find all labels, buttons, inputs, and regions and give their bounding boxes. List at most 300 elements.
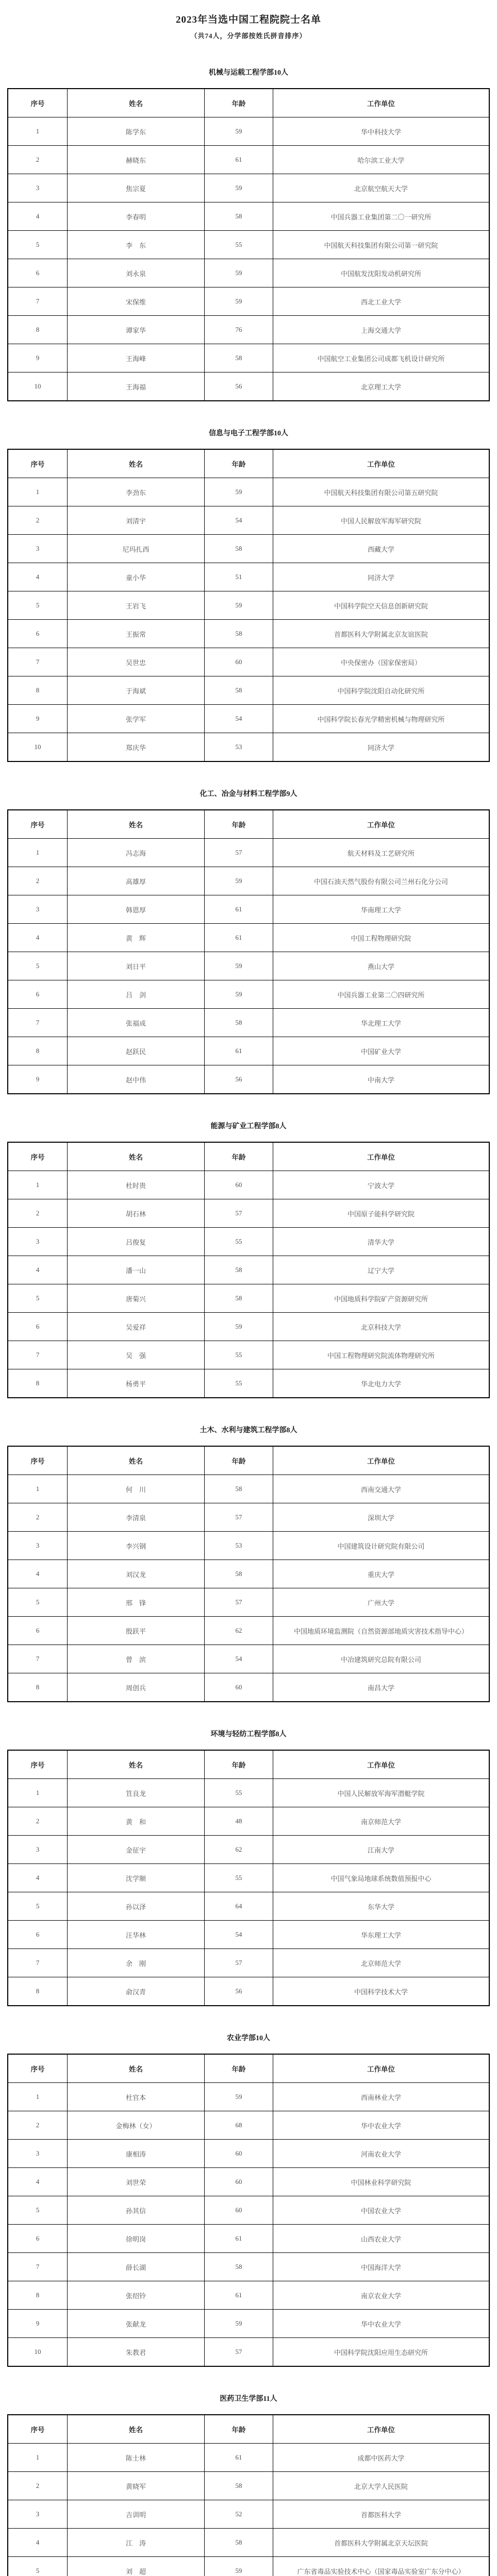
- table-row: [8, 1864, 489, 1892]
- table-row: [8, 1532, 489, 1560]
- cell-name: 杜官本: [68, 2083, 205, 2111]
- cell-unit: 南京农业大学: [273, 2281, 490, 2310]
- cell-name: 吕 剑: [68, 980, 205, 1009]
- cell-index: 1: [8, 2083, 68, 2111]
- cell-age: 64: [205, 1892, 273, 1921]
- table-row: [8, 2140, 489, 2168]
- cell-index: 8: [8, 1977, 68, 2006]
- cell-age: 59: [205, 867, 273, 895]
- table-row: [8, 1807, 489, 1836]
- cell-unit: 北京大学人民医院: [273, 2472, 490, 2500]
- cell-age: 59: [205, 174, 273, 202]
- roster-table-head: [8, 1750, 489, 1779]
- table-row: [8, 1228, 489, 1256]
- cell-unit: 成都中医药大学: [273, 2444, 490, 2472]
- cell-age: 62: [205, 1836, 273, 1864]
- cell-name: 黄 和: [68, 1807, 205, 1836]
- cell-name: 沈学顺: [68, 1864, 205, 1892]
- table-row: [8, 174, 489, 202]
- cell-name: 赵中伟: [68, 1065, 205, 1094]
- cell-unit: 中国工程物理研究院: [273, 924, 490, 952]
- roster-table-head: [8, 2415, 489, 2444]
- cell-index: 3: [8, 1532, 68, 1560]
- cell-unit: 首都医科大学附属北京友谊医院: [273, 620, 490, 648]
- table-row: [8, 2472, 489, 2500]
- table-row: [8, 1369, 489, 1398]
- cell-age: 53: [205, 733, 273, 762]
- table-row: [8, 1560, 489, 1588]
- cell-age: 54: [205, 705, 273, 733]
- cell-age: 54: [205, 506, 273, 535]
- cell-index: 6: [8, 980, 68, 1009]
- cell-name: 刘世荣: [68, 2168, 205, 2196]
- cell-unit: 江南大学: [273, 1836, 490, 1864]
- table-row: [8, 1673, 489, 1702]
- table-row: [8, 952, 489, 980]
- cell-age: 52: [205, 2500, 273, 2529]
- department-section: [0, 429, 497, 762]
- column-header-age: 年龄: [205, 1142, 273, 1171]
- cell-age: 58: [205, 620, 273, 648]
- table-row: [8, 117, 489, 146]
- page-title: 2023年当选中国工程院院士名单: [0, 13, 497, 27]
- table-row: [8, 1836, 489, 1864]
- cell-age: 68: [205, 2111, 273, 2140]
- cell-index: 2: [8, 867, 68, 895]
- cell-name: 徐明岗: [68, 2225, 205, 2253]
- cell-unit: 中国人民解放军海军研究院: [273, 506, 490, 535]
- cell-index: 5: [8, 1284, 68, 1313]
- cell-name: 刘汉龙: [68, 1560, 205, 1588]
- table-row: [8, 1171, 489, 1199]
- cell-age: 60: [205, 1171, 273, 1199]
- cell-age: 57: [205, 1949, 273, 1977]
- cell-age: 55: [205, 1779, 273, 1807]
- cell-name: 韩恩厚: [68, 895, 205, 924]
- table-row: [8, 1617, 489, 1645]
- cell-unit: 中国人民解放军海军潜艇学院: [273, 1779, 490, 1807]
- cell-age: 58: [205, 2529, 273, 2557]
- cell-age: 56: [205, 372, 273, 401]
- cell-index: 1: [8, 1475, 68, 1503]
- table-row: [8, 344, 489, 372]
- cell-unit: 深圳大学: [273, 1503, 490, 1532]
- column-header-age: 年龄: [205, 1446, 273, 1475]
- cell-index: 10: [8, 2338, 68, 2367]
- cell-index: 5: [8, 231, 68, 259]
- cell-index: 3: [8, 535, 68, 563]
- cell-name: 胡石林: [68, 1199, 205, 1228]
- cell-unit: 哈尔滨工业大学: [273, 146, 490, 174]
- department-section: [0, 1730, 497, 2006]
- cell-name: 赵跃民: [68, 1037, 205, 1065]
- column-header-unit: 工作单位: [273, 2054, 490, 2083]
- cell-index: 9: [8, 1065, 68, 1094]
- cell-name: 黄 辉: [68, 924, 205, 952]
- table-row: [8, 648, 489, 676]
- department-section: [0, 2034, 497, 2367]
- cell-name: 刘清宇: [68, 506, 205, 535]
- header-row: [8, 2415, 489, 2444]
- cell-age: 58: [205, 1560, 273, 1588]
- column-header-age: 年龄: [205, 810, 273, 839]
- roster-table-body: [8, 1171, 489, 1398]
- cell-unit: 华中农业大学: [273, 2310, 490, 2338]
- column-header-index: 序号: [8, 1142, 68, 1171]
- table-row: [8, 2225, 489, 2253]
- cell-age: 59: [205, 2310, 273, 2338]
- cell-index: 7: [8, 2253, 68, 2281]
- cell-unit: 西藏大学: [273, 535, 490, 563]
- cell-index: 6: [8, 1617, 68, 1645]
- cell-index: 9: [8, 344, 68, 372]
- table-row: [8, 1645, 489, 1673]
- cell-age: 57: [205, 2338, 273, 2367]
- cell-age: 59: [205, 980, 273, 1009]
- header-row: [8, 2054, 489, 2083]
- cell-name: 金梅林（女）: [68, 2111, 205, 2140]
- table-row: [8, 733, 489, 762]
- cell-name: 吕俊复: [68, 1228, 205, 1256]
- column-header-unit: 工作单位: [273, 810, 490, 839]
- cell-unit: 中国矿业大学: [273, 1037, 490, 1065]
- cell-name: 邢 锋: [68, 1588, 205, 1617]
- table-row: [8, 563, 489, 591]
- cell-name: 薛长湖: [68, 2253, 205, 2281]
- cell-index: 2: [8, 1503, 68, 1532]
- cell-index: 5: [8, 2196, 68, 2225]
- cell-unit: 上海交通大学: [273, 316, 490, 344]
- roster-table-head: [8, 89, 489, 117]
- cell-index: 4: [8, 1864, 68, 1892]
- column-header-name: 姓名: [68, 2415, 205, 2444]
- table-row: [8, 1588, 489, 1617]
- cell-age: 59: [205, 2557, 273, 2576]
- cell-index: 10: [8, 733, 68, 762]
- table-row: [8, 2500, 489, 2529]
- cell-index: 4: [8, 2529, 68, 2557]
- cell-index: 8: [8, 316, 68, 344]
- cell-unit: 中南大学: [273, 1065, 490, 1094]
- cell-index: 4: [8, 2168, 68, 2196]
- column-header-age: 年龄: [205, 89, 273, 117]
- header-row: [8, 1142, 489, 1171]
- cell-name: 陈士林: [68, 2444, 205, 2472]
- cell-unit: 华北电力大学: [273, 1369, 490, 1398]
- cell-age: 61: [205, 1037, 273, 1065]
- cell-index: 1: [8, 2444, 68, 2472]
- roster-table-head: [8, 1142, 489, 1171]
- column-header-name: 姓名: [68, 2054, 205, 2083]
- cell-index: 5: [8, 591, 68, 620]
- cell-name: 王岩飞: [68, 591, 205, 620]
- cell-age: 76: [205, 316, 273, 344]
- column-header-index: 序号: [8, 2054, 68, 2083]
- table-row: [8, 231, 489, 259]
- table-row: [8, 1341, 489, 1369]
- roster-table-body: [8, 2083, 489, 2367]
- cell-unit: 北京理工大学: [273, 372, 490, 401]
- cell-unit: 宁波大学: [273, 1171, 490, 1199]
- cell-index: 2: [8, 146, 68, 174]
- cell-age: 61: [205, 895, 273, 924]
- cell-index: 8: [8, 2281, 68, 2310]
- cell-index: 3: [8, 2140, 68, 2168]
- cell-name: 殷跃平: [68, 1617, 205, 1645]
- column-header-unit: 工作单位: [273, 2415, 490, 2444]
- cell-unit: 中国兵器工业集团第二〇一研究所: [273, 202, 490, 231]
- section-title: 农业学部10人: [0, 2034, 497, 2043]
- department-section: [0, 1426, 497, 1702]
- cell-name: 李劲东: [68, 478, 205, 506]
- cell-name: 余 刚: [68, 1949, 205, 1977]
- table-row: [8, 2444, 489, 2472]
- table-row: [8, 2310, 489, 2338]
- cell-unit: 中国建筑设计研究院有限公司: [273, 1532, 490, 1560]
- cell-unit: 重庆大学: [273, 1560, 490, 1588]
- department-section: [0, 2395, 497, 2576]
- cell-age: 48: [205, 1807, 273, 1836]
- cell-index: 5: [8, 1892, 68, 1921]
- cell-unit: 华南理工大学: [273, 895, 490, 924]
- roster-table-body: [8, 839, 489, 1094]
- cell-unit: 华中科技大学: [273, 117, 490, 146]
- cell-unit: 南京师范大学: [273, 1807, 490, 1836]
- cell-name: 笪良龙: [68, 1779, 205, 1807]
- table-row: [8, 924, 489, 952]
- table-row: [8, 839, 489, 867]
- cell-name: 张献龙: [68, 2310, 205, 2338]
- cell-index: 3: [8, 1228, 68, 1256]
- cell-age: 58: [205, 535, 273, 563]
- column-header-unit: 工作单位: [273, 89, 490, 117]
- section-title: 机械与运载工程学部10人: [0, 69, 497, 78]
- section-title: 能源与矿业工程学部8人: [0, 1122, 497, 1131]
- cell-index: 7: [8, 648, 68, 676]
- cell-age: 55: [205, 1369, 273, 1398]
- cell-name: 曾 滨: [68, 1645, 205, 1673]
- table-row: [8, 1199, 489, 1228]
- cell-unit: 中国气象局地球系统数值预报中心: [273, 1864, 490, 1892]
- cell-age: 58: [205, 1256, 273, 1284]
- cell-unit: 中国航天科技集团有限公司第一研究院: [273, 231, 490, 259]
- cell-index: 6: [8, 1313, 68, 1341]
- cell-name: 尼玛扎西: [68, 535, 205, 563]
- table-row: [8, 1475, 489, 1503]
- cell-name: 吴爱祥: [68, 1313, 205, 1341]
- cell-age: 59: [205, 952, 273, 980]
- cell-name: 孙以泽: [68, 1892, 205, 1921]
- cell-index: 8: [8, 676, 68, 705]
- cell-index: 1: [8, 478, 68, 506]
- column-header-name: 姓名: [68, 449, 205, 478]
- table-row: [8, 895, 489, 924]
- cell-unit: 中国科学院沈阳自动化研究所: [273, 676, 490, 705]
- sections-container: [0, 69, 497, 2576]
- cell-index: 7: [8, 1341, 68, 1369]
- cell-unit: 首都医科大学: [273, 2500, 490, 2529]
- cell-unit: 南昌大学: [273, 1673, 490, 1702]
- header-row: [8, 89, 489, 117]
- cell-name: 王海峰: [68, 344, 205, 372]
- section-title: 医药卫生学部11人: [0, 2395, 497, 2404]
- cell-unit: 广州大学: [273, 1588, 490, 1617]
- cell-age: 58: [205, 202, 273, 231]
- cell-name: 刘 超: [68, 2557, 205, 2576]
- cell-age: 60: [205, 2140, 273, 2168]
- cell-age: 60: [205, 2168, 273, 2196]
- table-row: [8, 705, 489, 733]
- table-row: [8, 1949, 489, 1977]
- cell-name: 李兴钢: [68, 1532, 205, 1560]
- cell-unit: 中国兵器工业第二〇四研究所: [273, 980, 490, 1009]
- cell-age: 55: [205, 1864, 273, 1892]
- column-header-name: 姓名: [68, 1750, 205, 1779]
- cell-name: 何 川: [68, 1475, 205, 1503]
- cell-unit: 中国原子能科学研究院: [273, 1199, 490, 1228]
- table-row: [8, 316, 489, 344]
- cell-index: 3: [8, 2500, 68, 2529]
- roster-table: [7, 2054, 490, 2367]
- table-row: [8, 2111, 489, 2140]
- cell-index: 2: [8, 506, 68, 535]
- header-row: [8, 1446, 489, 1475]
- cell-age: 55: [205, 231, 273, 259]
- cell-name: 郑庆华: [68, 733, 205, 762]
- roster-table-body: [8, 1475, 489, 1702]
- cell-index: 10: [8, 372, 68, 401]
- cell-age: 61: [205, 2444, 273, 2472]
- cell-name: 李 东: [68, 231, 205, 259]
- cell-unit: 中央保密办（国家保密局）: [273, 648, 490, 676]
- table-row: [8, 1256, 489, 1284]
- column-header-index: 序号: [8, 1750, 68, 1779]
- cell-index: 6: [8, 620, 68, 648]
- cell-unit: 清华大学: [273, 1228, 490, 1256]
- column-header-index: 序号: [8, 2415, 68, 2444]
- cell-age: 59: [205, 117, 273, 146]
- roster-table: [7, 1446, 490, 1702]
- cell-index: 3: [8, 1836, 68, 1864]
- cell-index: 6: [8, 1921, 68, 1949]
- cell-index: 4: [8, 1560, 68, 1588]
- cell-unit: 航天材料及工艺研究所: [273, 839, 490, 867]
- cell-name: 俞汉青: [68, 1977, 205, 2006]
- cell-index: 6: [8, 259, 68, 287]
- table-row: [8, 2529, 489, 2557]
- table-row: [8, 2338, 489, 2367]
- cell-unit: 华中农业大学: [273, 2111, 490, 2140]
- cell-unit: 辽宁大学: [273, 1256, 490, 1284]
- roster-table: [7, 88, 490, 401]
- cell-name: 康相涛: [68, 2140, 205, 2168]
- column-header-age: 年龄: [205, 2415, 273, 2444]
- cell-unit: 中国海洋大学: [273, 2253, 490, 2281]
- cell-index: 7: [8, 1645, 68, 1673]
- cell-name: 江 涛: [68, 2529, 205, 2557]
- table-row: [8, 202, 489, 231]
- table-row: [8, 146, 489, 174]
- section-title: 信息与电子工程学部10人: [0, 429, 497, 438]
- cell-index: 1: [8, 1171, 68, 1199]
- cell-age: 62: [205, 1617, 273, 1645]
- cell-unit: 北京科技大学: [273, 1313, 490, 1341]
- table-row: [8, 676, 489, 705]
- cell-unit: 中国航发沈阳发动机研究所: [273, 259, 490, 287]
- cell-age: 60: [205, 648, 273, 676]
- table-row: [8, 591, 489, 620]
- cell-name: 童小华: [68, 563, 205, 591]
- cell-index: 2: [8, 1199, 68, 1228]
- cell-unit: 山西农业大学: [273, 2225, 490, 2253]
- cell-name: 孙其信: [68, 2196, 205, 2225]
- column-header-unit: 工作单位: [273, 1142, 490, 1171]
- cell-name: 金征宇: [68, 1836, 205, 1864]
- cell-age: 58: [205, 676, 273, 705]
- cell-age: 59: [205, 259, 273, 287]
- section-title: 环境与轻纺工程学部8人: [0, 1730, 497, 1739]
- cell-age: 59: [205, 1313, 273, 1341]
- cell-age: 60: [205, 2196, 273, 2225]
- cell-name: 王海福: [68, 372, 205, 401]
- cell-name: 吴 强: [68, 1341, 205, 1369]
- table-row: [8, 980, 489, 1009]
- cell-index: 6: [8, 2225, 68, 2253]
- cell-age: 55: [205, 1228, 273, 1256]
- cell-unit: 同济大学: [273, 563, 490, 591]
- cell-name: 刘日平: [68, 952, 205, 980]
- cell-unit: 中国地质科学院矿产资源研究所: [273, 1284, 490, 1313]
- table-row: [8, 259, 489, 287]
- table-row: [8, 1009, 489, 1037]
- table-row: [8, 1037, 489, 1065]
- roster-table-head: [8, 2054, 489, 2083]
- cell-age: 54: [205, 1921, 273, 1949]
- table-row: [8, 372, 489, 401]
- cell-name: 吴世忠: [68, 648, 205, 676]
- roster-table-body: [8, 478, 489, 762]
- section-title: 土木、水利与建筑工程学部8人: [0, 1426, 497, 1435]
- cell-unit: 西南交通大学: [273, 1475, 490, 1503]
- table-row: [8, 1065, 489, 1094]
- table-row: [8, 867, 489, 895]
- cell-age: 51: [205, 563, 273, 591]
- cell-age: 59: [205, 2083, 273, 2111]
- cell-name: 杜时贵: [68, 1171, 205, 1199]
- cell-age: 59: [205, 478, 273, 506]
- table-row: [8, 2557, 489, 2576]
- cell-unit: 河南农业大学: [273, 2140, 490, 2168]
- column-header-index: 序号: [8, 1446, 68, 1475]
- cell-name: 唐菊兴: [68, 1284, 205, 1313]
- table-row: [8, 1313, 489, 1341]
- cell-name: 杨勇平: [68, 1369, 205, 1398]
- cell-index: 9: [8, 2310, 68, 2338]
- cell-unit: 中国科学院空天信息创新研究院: [273, 591, 490, 620]
- table-row: [8, 1503, 489, 1532]
- cell-name: 张绍铃: [68, 2281, 205, 2310]
- table-row: [8, 2253, 489, 2281]
- cell-unit: 同济大学: [273, 733, 490, 762]
- column-header-name: 姓名: [68, 89, 205, 117]
- cell-age: 58: [205, 344, 273, 372]
- cell-index: 2: [8, 2472, 68, 2500]
- cell-age: 54: [205, 1645, 273, 1673]
- table-row: [8, 620, 489, 648]
- roster-table-body: [8, 117, 489, 401]
- cell-unit: 中国地质环境监测院（自然资源部地质灾害技术指导中心）: [273, 1617, 490, 1645]
- roster-table: [7, 2414, 490, 2576]
